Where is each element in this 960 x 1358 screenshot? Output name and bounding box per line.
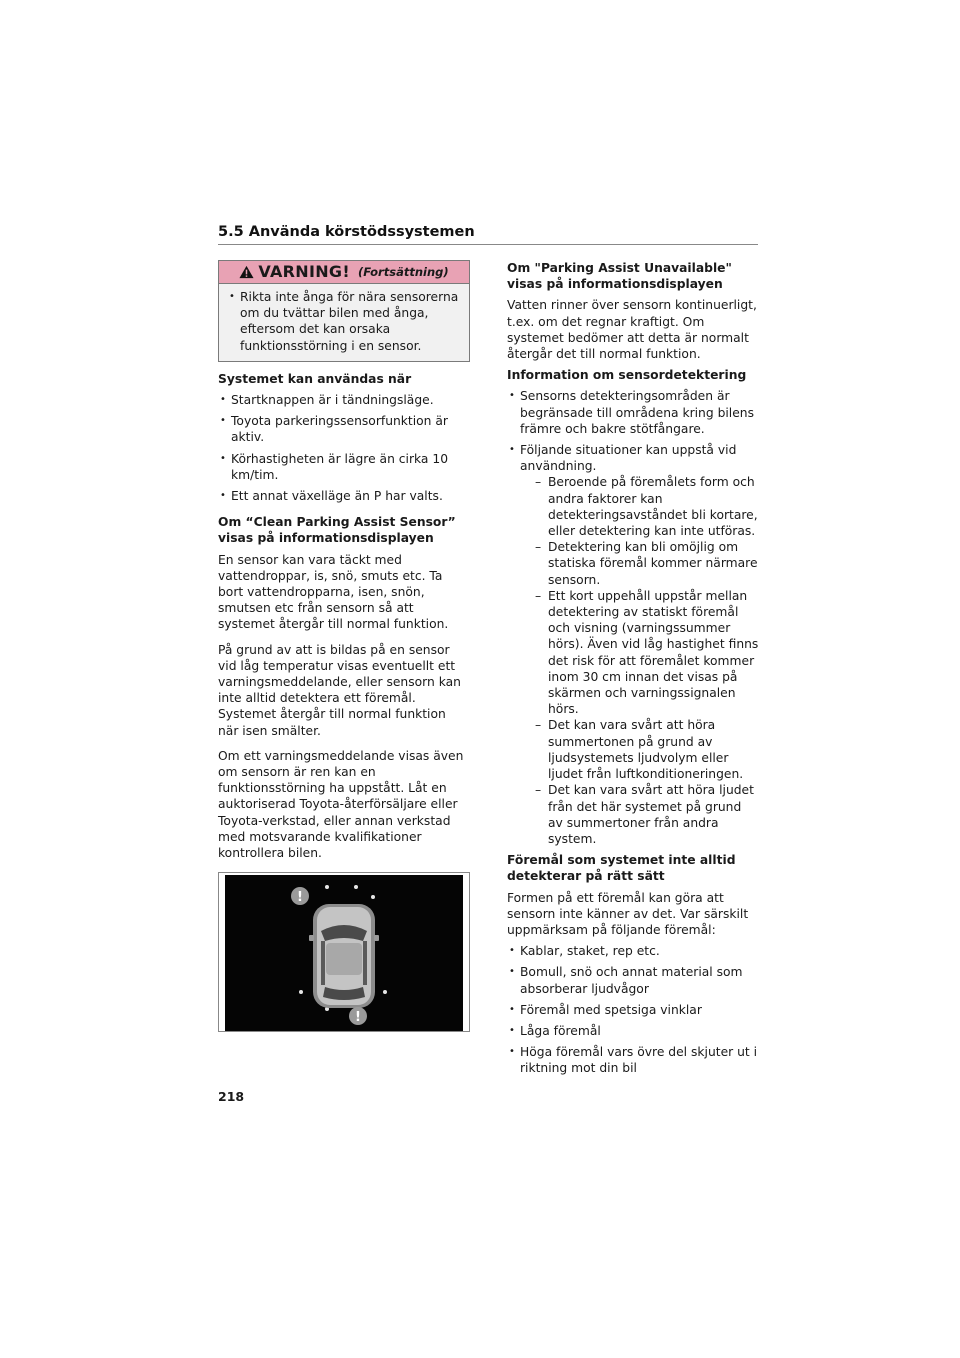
warning-header bbox=[219, 261, 469, 284]
paragraph: Formen på ett föremål kan göra att sensorn inte känner av det. Var särskilt uppmärksam på följande föremål: bbox=[507, 890, 749, 937]
parking-sensor-figure bbox=[218, 872, 470, 1032]
car-top-view-icon bbox=[309, 904, 379, 1008]
left-column bbox=[218, 260, 470, 861]
undetected-objects-heading: Föremål som systemet inte alltid detekterar på rätt sätt bbox=[507, 853, 736, 884]
warning-triangle-icon bbox=[239, 265, 254, 279]
sensor-dot bbox=[325, 885, 329, 889]
list-item: • Höga föremål vars övre del skjuter ut i riktning mot din bil bbox=[507, 1044, 759, 1076]
objects-list bbox=[507, 943, 759, 1076]
usable-heading: Systemet kan användas när bbox=[218, 371, 412, 386]
list-item: • Ett annat växelläge än P har valts. bbox=[218, 488, 470, 504]
unavailable-heading: Om "Parking Assist Unavailable" visas på informationsdisplayen bbox=[507, 261, 732, 292]
list-item bbox=[507, 442, 759, 847]
list-item-text: Följande situationer kan uppstå vid användning. bbox=[520, 443, 737, 474]
warning-box bbox=[218, 260, 470, 362]
alert-glyph: ! bbox=[355, 1010, 361, 1025]
warning-continued: (Fortsättning) bbox=[357, 264, 449, 279]
paragraph: På grund av att is bildas på en sensor vid låg temperatur visas eventuellt ett varningsmeddelande, eller sensorn kan inte alltid detektera ett föremål. Systemet återgår till normal funktion när isen smälter. bbox=[218, 642, 461, 738]
list-item: • Toyota parkeringssensorfunktion är aktiv. bbox=[218, 413, 470, 445]
list-item: • Kablar, staket, rep etc. bbox=[507, 943, 759, 959]
section-rule bbox=[218, 244, 758, 245]
sensor-info-heading: Information om sensordetektering bbox=[507, 368, 747, 383]
list-item: • Startknappen är i tändningsläge. bbox=[218, 392, 470, 408]
paragraph: Vatten rinner över sensorn kontinuerligt, t.ex. om det regnar kraftigt. Om systemet bedömer att detta är normalt återgår det till normal funktion. bbox=[507, 298, 757, 362]
list-item: • Körhastigheten är lägre än cirka 10 km/tim. bbox=[218, 451, 470, 483]
sublist-item: – Det kan vara svårt att höra summertonen på grund av ljudsystemets ljudvolym eller ljudet från luftkonditioneringen. bbox=[535, 717, 759, 782]
list-item: • Föremål med spetsiga vinklar bbox=[507, 1002, 759, 1018]
right-column bbox=[507, 260, 759, 1082]
warning-list bbox=[227, 289, 459, 354]
alert-glyph: ! bbox=[297, 890, 303, 905]
paragraph: En sensor kan vara täckt med vattendroppar, is, snö, smuts etc. Ta bort vattendropparna, isen, snön, smutsen etc från sensorn så att systemet återgår till normal funktion. bbox=[218, 552, 449, 632]
sublist-item: – Det kan vara svårt att höra ljudet från det här systemet på grund av summertoner från andra system. bbox=[535, 782, 759, 847]
parking-display-illustration bbox=[225, 875, 463, 1031]
section-title: 5.5 Använda körstödssystemen bbox=[218, 224, 475, 240]
sublist-item: – Beroende på föremålets form och andra faktorer kan detekteringsavståndet bli kortare, eller detektering kan inte utföras. bbox=[535, 474, 759, 539]
sensor-dot bbox=[383, 990, 387, 994]
sublist-item: – Detektering kan bli omöjlig om statiska föremål kommer närmare sensorn. bbox=[535, 539, 759, 588]
sensor-info-list bbox=[507, 388, 759, 847]
sensor-dot bbox=[299, 990, 303, 994]
warning-item: • Rikta inte ånga för nära sensorerna om du tvättar bilen med ånga, eftersom det kan orsaka funktionsstörning i en sensor. bbox=[227, 289, 459, 354]
page-number: 218 bbox=[218, 1089, 245, 1104]
sublist-item: – Ett kort uppehåll uppstår mellan detektering av statiskt föremål och visning (varningssummer hörs). Även vid låg hastighet finns det risk för att föremålet kommer inom 30 cm innan det visas på skärmen och varningssignalen hörs. bbox=[535, 588, 759, 718]
list-item: • Låga föremål bbox=[507, 1023, 759, 1039]
paragraph: Om ett varningsmeddelande visas även om sensorn är ren kan en funktionsstörning ha uppstått. Låt en auktoriserad Toyota-återförsäljare eller Toyota-verkstad, eller annan verkstad med motsvarande kvalifikationer kontrollera bilen. bbox=[218, 748, 464, 861]
exclamation-icon bbox=[349, 1007, 367, 1025]
sensor-dot bbox=[371, 895, 375, 899]
list-item: • Bomull, snö och annat material som absorberar ljudvågor bbox=[507, 964, 759, 996]
situation-sublist bbox=[520, 474, 759, 847]
clean-sensor-heading: Om “Clean Parking Assist Sensor” visas på informationsdisplayen bbox=[218, 515, 456, 546]
exclamation-icon bbox=[291, 887, 309, 905]
list-item: • Sensorns detekteringsområden är begränsade till områdena kring bilens främre och bakre stötfångare. bbox=[507, 388, 759, 437]
warning-body bbox=[219, 284, 469, 361]
warning-title: VARNING! bbox=[258, 261, 350, 281]
sensor-dot bbox=[354, 885, 358, 889]
usable-list bbox=[218, 392, 470, 504]
